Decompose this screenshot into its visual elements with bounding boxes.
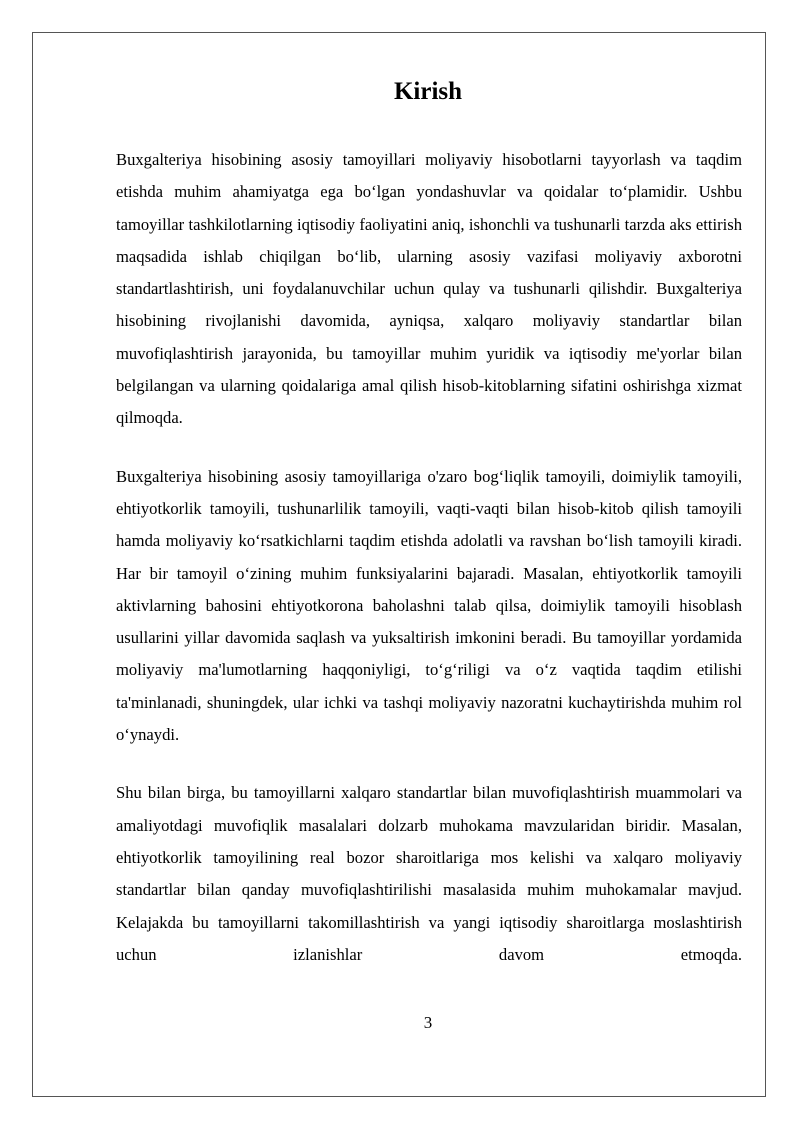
page-title: Kirish: [393, 78, 463, 105]
paragraph-1: Buxgalteriya hisobining asosiy tamoyillari moliyaviy hisobotlarni tayyorlash va taqdim etishda muhim ahamiyatga ega bo‘lgan yondashuvlar va qoidalar to‘plamidir. Ushbu tamoyillar tashkilotlarning iqtisodiy faoliyatini aniq, ishonchli va tushunarli tarzda aks ettirish maqsadida ishlab chiqilgan bo‘lib, ularning asosiy vazifasi moliyaviy axborotni standartlashtirish, uni foydalanuvchilar uchun qulay va tushunarli qilishdir. Buxgalteriya hisobining rivojlanishi davomida, ayniqsa, xalqaro moliyaviy standartlar bilan muvofiqlashtirish jarayonida, bu tamoyillar muhim yuridik va iqtisodiy me'yorlar bilan belgilangan va ularning qoidalariga amal qilish hisob-kitoblarning sifatini oshirishga xizmat qilmoqda.: [116, 150, 742, 428]
page-number: 3: [423, 1013, 433, 1032]
paragraph-3: Shu bilan birga, bu tamoyillarni xalqaro standartlar bilan muvofiqlashtirish muammolari va amaliyotdagi muvofiqlik masalalari dolzarb muhokama mavzularidan biridir. Masalan, ehtiyotkorlik tamoyilining real bozor sharoitlariga mos kelishi va xalqaro moliyaviy standartlar bilan qanday muvofiqlashtirilishi masalasida muhim muhokamalar mavjud. Kelajakda bu tamoyillarni takomillashtirish va yangi iqtisodiy sharoitlarga moslashtirish uchun izlanishlar davom etmoqda.: [116, 783, 742, 964]
paragraph-2: Buxgalteriya hisobining asosiy tamoyillariga o'zaro bog‘liqlik tamoyili, doimiylik tamoyili, ehtiyotkorlik tamoyili, tushunarlilik tamoyili, vaqti-vaqti bilan hisob-kitob qilish tamoyili hamda moliyaviy ko‘rsatkichlarni taqdim etishda adolatli va ravshan bo‘lish tamoyili kiradi. Har bir tamoyil o‘zining muhim funksiyalarini bajaradi. Masalan, ehtiyotkorlik tamoyili aktivlarning bahosini ehtiyotkorona baholashni talab qilsa, doimiylik tamoyili hisoblash usullarini yillar davomida saqlash va yuksaltirish imkonini beradi. Bu tamoyillar yordamida moliyaviy ma'lumotlarning haqqoniyligi, to‘g‘riligi va o‘z vaqtida taqdim etilishi ta'minlanadi, shuningdek, ular ichki va tashqi moliyaviy nazoratni kuchaytirishda muhim rol o‘ynaydi.: [116, 466, 742, 745]
document-body: [116, 144, 742, 997]
